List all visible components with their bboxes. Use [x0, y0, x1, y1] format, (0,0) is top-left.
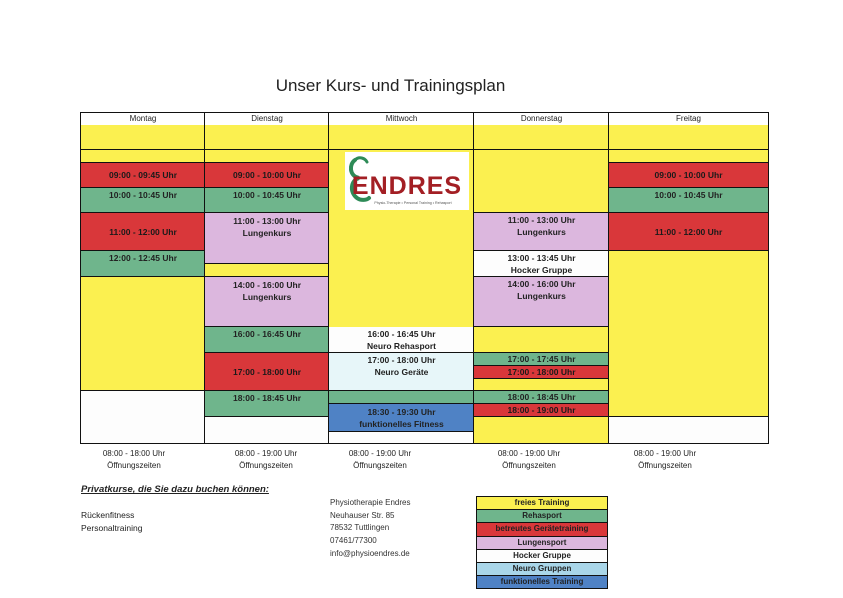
color-legend — [476, 496, 608, 589]
session-block: 09:00 - 10:00 Uhr — [205, 163, 329, 188]
address-line: 78532 Tuttlingen — [330, 523, 390, 533]
free-training-block — [609, 150, 768, 163]
column-mittwoch — [328, 112, 474, 444]
session-block: 16:00 - 16:45 Uhr — [205, 327, 329, 353]
opening-hours-label: Öffnungszeiten — [638, 461, 692, 470]
free-training-block — [205, 125, 329, 150]
opening-hours-time: 08:00 - 19:00 Uhr — [234, 449, 298, 458]
column-dienstag — [204, 112, 329, 444]
session-block: 11:00 - 13:00 Uhr Lungenkurs — [474, 213, 609, 251]
free-training-block — [609, 125, 768, 150]
opening-hours-montag — [86, 448, 182, 472]
legend-item: Lungensport — [477, 537, 607, 550]
session-block: 09:00 - 09:45 Uhr — [81, 163, 205, 188]
opening-hours-dienstag — [218, 448, 314, 472]
legend-item: Hocker Gruppe — [477, 550, 607, 563]
list-item: Personaltraining — [81, 523, 143, 533]
email-link[interactable]: info@physioendres.de — [330, 548, 410, 558]
empty-block — [329, 432, 474, 444]
legend-item: Neuro Gruppen — [477, 563, 607, 576]
session-block: 18:00 - 18:45 Uhr — [205, 391, 329, 417]
private-courses-heading: Privatkurse, die Sie dazu buchen können: — [81, 484, 269, 495]
session-block: 12:00 - 12:45 Uhr — [81, 251, 205, 277]
day-header-montag: Montag — [81, 112, 205, 126]
session-block: 13:00 - 13:45 Uhr Hocker Gruppe — [474, 251, 609, 277]
session-block: 09:00 - 10:00 Uhr — [609, 163, 768, 188]
free-training-block — [474, 327, 609, 353]
opening-hours-freitag — [617, 448, 713, 472]
free-training-block — [609, 251, 768, 417]
free-training-block — [474, 125, 609, 150]
opening-hours-time: 08:00 - 19:00 Uhr — [497, 449, 561, 458]
opening-hours-label: Öffnungszeiten — [502, 461, 556, 470]
endres-logo-graphic — [345, 152, 469, 210]
day-header-donnerstag: Donnerstag — [474, 112, 609, 126]
session-block: 18:00 - 19:00 Uhr — [474, 404, 609, 417]
session-block: 17:00 - 18:00 Uhr — [205, 353, 329, 391]
opening-hours-label: Öffnungszeiten — [107, 461, 161, 470]
legend-item: funktionelles Training — [477, 576, 607, 588]
opening-hours-time: 08:00 - 18:00 Uhr — [102, 449, 166, 458]
legend-item: Rehasport — [477, 510, 607, 523]
opening-hours-label: Öffnungszeiten — [239, 461, 293, 470]
free-training-block — [81, 277, 205, 391]
empty-block — [205, 417, 329, 444]
session-block: 14:00 - 16:00 Uhr Lungenkurs — [205, 277, 329, 327]
empty-block — [81, 391, 205, 444]
phone-number: 07461/77300 — [330, 536, 377, 546]
session-block: 14:00 - 16:00 Uhr Lungenkurs — [474, 277, 609, 327]
empty-block — [609, 417, 768, 444]
session-block — [329, 391, 474, 404]
session-block: 11:00 - 13:00 Uhr Lungenkurs — [205, 213, 329, 264]
page-title: Unser Kurs- und Trainingsplan — [275, 76, 506, 95]
day-header-mittwoch: Mittwoch — [329, 112, 474, 126]
address-line: Neuhauser Str. 85 — [330, 510, 395, 520]
session-block: 17:00 - 18:00 Uhr — [474, 366, 609, 379]
opening-hours-mittwoch — [332, 448, 428, 472]
free-training-block — [329, 125, 474, 150]
column-montag — [80, 112, 205, 444]
address-line: Physiotherapie Endres — [330, 498, 411, 507]
opening-hours-time: 08:00 - 19:00 Uhr — [348, 449, 412, 458]
svg-text:ENDRES: ENDRES — [351, 172, 463, 200]
free-training-block — [205, 264, 329, 277]
column-donnerstag — [473, 112, 609, 444]
column-freitag — [608, 112, 769, 444]
day-header-dienstag: Dienstag — [205, 112, 329, 126]
schedule-grid — [80, 112, 768, 444]
free-training-block — [81, 125, 205, 150]
session-block: 10:00 - 10:45 Uhr — [609, 188, 768, 213]
private-courses-list — [81, 509, 142, 535]
list-item: Rückenfitness — [81, 510, 135, 520]
session-block: 16:00 - 16:45 Uhr Neuro Rehasport — [329, 327, 474, 353]
legend-item: betreutes Gerätetraining — [477, 523, 607, 536]
session-block: 10:00 - 10:45 Uhr — [81, 188, 205, 213]
free-training-block — [474, 417, 609, 444]
opening-hours-label: Öffnungszeiten — [353, 461, 407, 470]
session-block: 18:30 - 19:30 Uhr funktionelles Fitness — [329, 404, 474, 432]
free-training-block — [474, 150, 609, 213]
day-header-freitag: Freitag — [609, 112, 768, 126]
opening-hours-donnerstag — [481, 448, 577, 472]
contact-address — [330, 497, 411, 561]
free-training-block — [474, 379, 609, 391]
session-block: 11:00 - 12:00 Uhr — [609, 213, 768, 251]
session-block: 10:00 - 10:45 Uhr — [205, 188, 329, 213]
session-block: 17:00 - 17:45 Uhr — [474, 353, 609, 366]
session-block: 18:00 - 18:45 Uhr — [474, 391, 609, 404]
session-block: 11:00 - 12:00 Uhr — [81, 213, 205, 251]
endres-logo — [345, 152, 469, 210]
free-training-block — [81, 150, 205, 163]
free-training-block — [205, 150, 329, 163]
opening-hours-time: 08:00 - 19:00 Uhr — [633, 449, 697, 458]
legend-item: freies Training — [477, 497, 607, 510]
svg-text:Physio-Therapie • Personal Tra: Physio-Therapie • Personal Training • Rehasport — [374, 201, 452, 205]
session-block: 17:00 - 18:00 Uhr Neuro Geräte — [329, 353, 474, 391]
